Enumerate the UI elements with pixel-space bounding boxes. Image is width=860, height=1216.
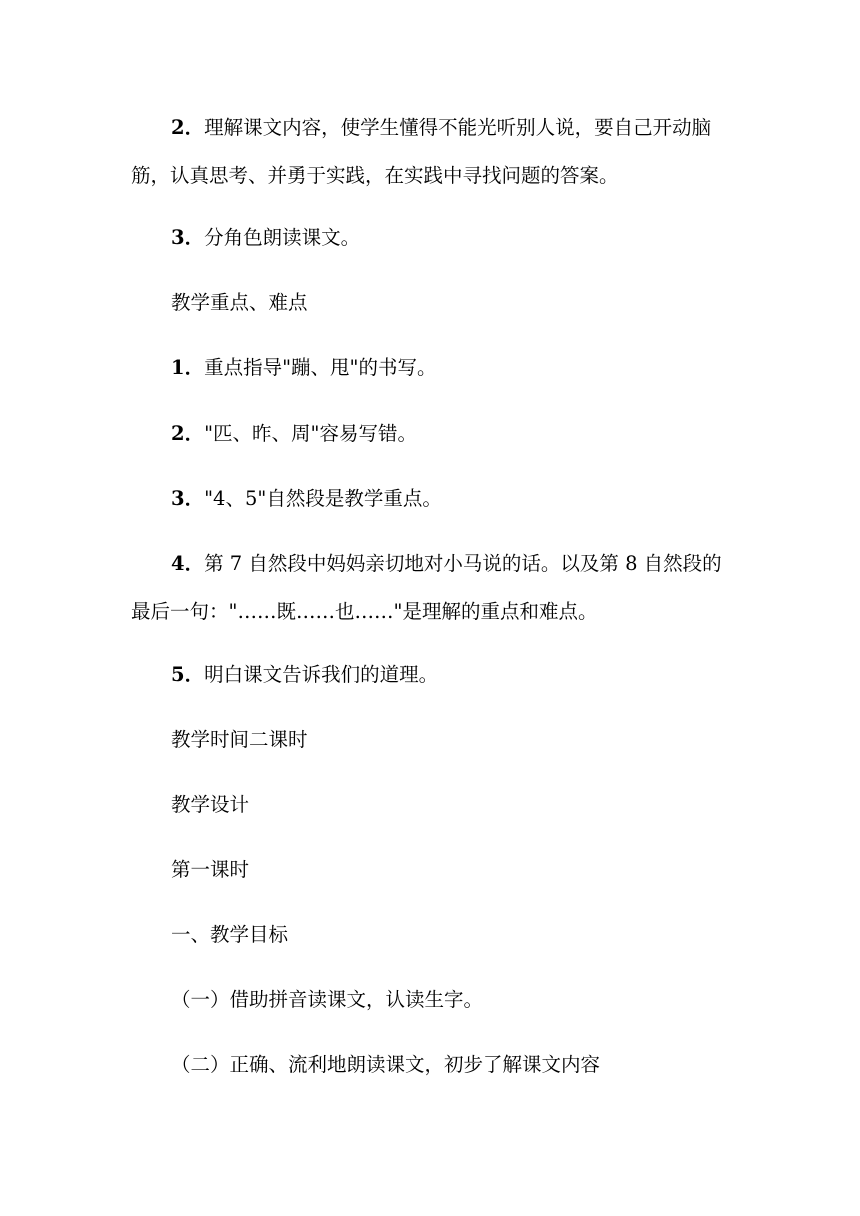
paragraph-key-point-4 xyxy=(131,540,731,636)
paragraph-text: 理解课文内容，使学生懂得不能光听别人说，要自己开动脑 xyxy=(204,116,712,139)
paragraph-key-point-5 xyxy=(131,651,731,699)
paragraph-text: "匹、昨、周"容易写错。 xyxy=(204,422,418,445)
paragraph-goal-a: （一）借助拼音读课文，认读生字。 xyxy=(171,988,484,1011)
paragraph-text: 分角色朗读课文。 xyxy=(204,226,361,249)
paragraph-text: "4、5"自然段是教学重点。 xyxy=(204,487,442,510)
paragraph-goal-b: （二）正确、流利地朗读课文，初步了解课文内容 xyxy=(171,1053,601,1076)
paragraph-goal-2 xyxy=(131,104,731,200)
section-heading-teaching-design: 教学设计 xyxy=(171,793,250,816)
paragraph-text: 重点指导"蹦、甩"的书写。 xyxy=(204,356,437,379)
paragraph-number: 3． xyxy=(171,226,205,249)
section-heading-teaching-time: 教学时间二课时 xyxy=(171,728,308,751)
paragraph-key-point-3 xyxy=(131,475,731,523)
section-heading-first-lesson: 第一课时 xyxy=(171,858,250,881)
section-heading-teaching-goals: 一、教学目标 xyxy=(171,923,289,946)
paragraph-text-continued: 最后一句："……既……也……"是理解的重点和难点。 xyxy=(131,600,598,623)
paragraph-key-point-1 xyxy=(131,344,731,392)
paragraph-number: 1． xyxy=(171,356,205,379)
paragraph-text: 第 7 自然段中妈妈亲切地对小马说的话。以及第 8 自然段的 xyxy=(204,552,722,575)
paragraph-goal-3 xyxy=(131,214,731,262)
paragraph-text-continued: 筋，认真思考、并勇于实践，在实践中寻找问题的答案。 xyxy=(131,164,619,187)
paragraph-number: 2． xyxy=(171,116,205,139)
paragraph-number: 4． xyxy=(171,552,205,575)
paragraph-key-point-2 xyxy=(131,410,731,458)
section-heading-key-points: 教学重点、难点 xyxy=(171,291,308,314)
paragraph-text: 明白课文告诉我们的道理。 xyxy=(204,663,439,686)
paragraph-number: 3． xyxy=(171,487,205,510)
paragraph-number: 5． xyxy=(171,663,205,686)
paragraph-number: 2． xyxy=(171,422,205,445)
